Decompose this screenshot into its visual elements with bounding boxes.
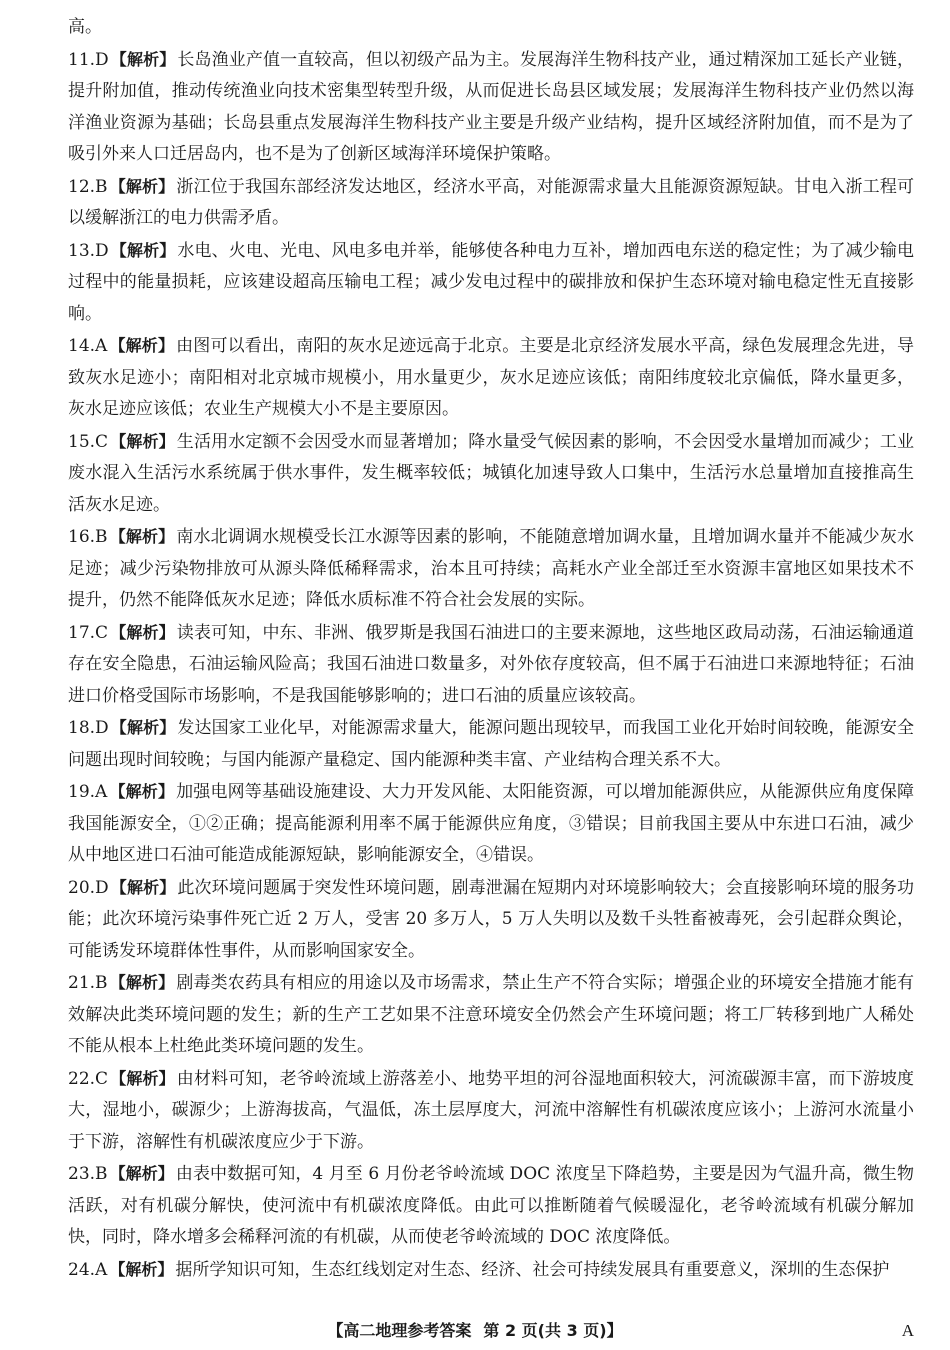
answer-explanation: 此次环境问题属于突发性环境问题，剧毒泄漏在短期内对环境影响较大；会直接影响环境的服务功能；此次环境污染事件死亡近 2 万人，受害 20 多万人，5 万人失明以及数千头牲畜被毒死，会引起群众舆论，可能诱发环境群体性事件，从而影响国家安全。 bbox=[68, 877, 914, 961]
answer-number: 11.D bbox=[68, 49, 109, 70]
answer-explanation: 浙江位于我国东部经济发达地区，经济水平高，对能源需求量大且能源资源短缺。甘电入浙工程可以缓解浙江的电力供需矛盾。 bbox=[68, 176, 914, 228]
analysis-tag: 【解析】 bbox=[110, 718, 176, 737]
answer-item bbox=[68, 1158, 914, 1254]
answer-item bbox=[68, 712, 914, 776]
analysis-tag: 【解析】 bbox=[109, 527, 175, 546]
previous-page-continuation: 高。 bbox=[68, 17, 102, 37]
analysis-tag: 【解析】 bbox=[109, 973, 175, 992]
answer-explanation: 加强电网等基础设施建设、大力开发风能、太阳能资源，可以增加能源供应，从能源供应角度保障我国能源安全，①②正确；提高能源利用率不属于能源供应角度，③错误；目前我国主要从中东进口石油，减少从中地区进口石油可能造成能源短缺，影响能源安全，④错误。 bbox=[68, 782, 914, 865]
answer-item bbox=[68, 171, 914, 235]
answer-item bbox=[68, 1254, 914, 1287]
answer-number: 18.D bbox=[68, 718, 109, 738]
answer-explanation: 长岛渔业产值一直较高，但以初级产品为主。发展海洋生物科技产业，通过精深加工延长产业链，提升附加值，推动传统渔业向技术密集型转型升级，从而促进长岛县区域发展；发展海洋生物科技产业仍然以海洋渔业资源为基础；长岛县重点发展海洋生物科技产业主要是升级产业结构，提升区域经济附加值，而不是为了吸引外来人口迁居岛内，也不是为了创新区域海洋环境保护策略。 bbox=[68, 49, 914, 164]
analysis-tag: 【解析】 bbox=[110, 877, 176, 897]
answer-number: 14.A bbox=[68, 336, 108, 356]
answer-number: 22.C bbox=[68, 1068, 109, 1089]
answer-number: 12.B bbox=[68, 176, 108, 197]
answer-number: 19.A bbox=[68, 782, 108, 802]
answer-content bbox=[68, 12, 914, 1286]
answer-number: 17.C bbox=[68, 622, 109, 643]
answer-item bbox=[68, 776, 914, 872]
answer-item bbox=[68, 967, 914, 1063]
footer-center bbox=[0, 1318, 950, 1344]
answer-number: 16.B bbox=[68, 527, 108, 547]
footer-version-label: A bbox=[901, 1321, 914, 1340]
footer-doc-title: 【高二地理参考答案 bbox=[327, 1321, 472, 1340]
analysis-tag: 【解析】 bbox=[110, 1068, 175, 1088]
answer-explanation: 生活用水定额不会因受水而显著增加；降水量受气候因素的影响，不会因受水量增加而减少；工业废水混入生活污水系统属于供水事件，发生概率较低；城镇化加速导致人口集中，生活污水总量增加直接推高生活灰水足迹。 bbox=[68, 431, 914, 515]
analysis-tag: 【解析】 bbox=[110, 622, 175, 642]
answer-explanation: 由材料可知，老爷岭流域上游落差小、地势平坦的河谷湿地面积较大，河流碳源丰富，而下游坡度大，湿地小，碳源少；上游海拔高，气温低，冻土层厚度大，河流中溶解性有机碳浓度应该小；上游河水流量小于下游，溶解性有机碳浓度应少于下游。 bbox=[68, 1068, 914, 1152]
answer-explanation: 南水北调调水规模受长江水源等因素的影响，不能随意增加调水量，且增加调水量并不能减少灰水足迹；减少污染物排放可从源头降低稀释需求，治本且可持续；高耗水产业全部迁至水资源丰富地区如果技术不提升，仍然不能降低灰水足迹；降低水质标准不符合社会发展的实际。 bbox=[68, 527, 914, 610]
answer-number: 15.C bbox=[68, 431, 109, 452]
answer-number: 13.D bbox=[68, 240, 109, 261]
analysis-tag: 【解析】 bbox=[110, 431, 175, 451]
answer-list bbox=[68, 44, 914, 1287]
analysis-tag: 【解析】 bbox=[109, 1164, 174, 1183]
answer-item bbox=[68, 235, 914, 331]
answer-item bbox=[68, 1063, 914, 1159]
page-footer bbox=[0, 1318, 950, 1344]
analysis-tag: 【解析】 bbox=[109, 336, 175, 355]
analysis-tag: 【解析】 bbox=[110, 240, 176, 260]
answer-item bbox=[68, 44, 914, 171]
analysis-tag: 【解析】 bbox=[109, 1259, 174, 1279]
answer-number: 23.B bbox=[68, 1164, 108, 1184]
answer-item bbox=[68, 872, 914, 968]
answer-explanation: 剧毒类农药具有相应的用途以及市场需求，禁止生产不符合实际；增强企业的环境安全措施才能有效解决此类环境问题的发生；新的生产工艺如果不注意环境安全仍然会产生环境问题；将工厂转移到地广人稀处不能从根本上杜绝此类环境问题的发生。 bbox=[68, 973, 914, 1056]
answer-explanation: 读表可知，中东、非洲、俄罗斯是我国石油进口的主要来源地，这些地区政局动荡，石油运输通道存在安全隐患，石油运输风险高；我国石油进口数量多，对外依存度较高，但不属于石油进口来源地特征；石油进口价格受国际市场影响，不是我国能够影响的；进口石油的质量应该较高。 bbox=[68, 622, 914, 706]
analysis-tag: 【解析】 bbox=[109, 176, 175, 196]
answer-explanation: 据所学知识可知，生态红线划定对生态、经济、社会可持续发展具有重要意义，深圳的生态保护 bbox=[175, 1259, 890, 1280]
answer-explanation: 由图可以看出，南阳的灰水足迹远高于北京。主要是北京经济发展水平高，绿色发展理念先进，导致灰水足迹小；南阳相对北京城市规模小，用水量更少，灰水足迹应该低；南阳纬度较北京偏低，降水量更多，灰水足迹应该低；农业生产规模大小不是主要原因。 bbox=[68, 336, 914, 419]
answer-item bbox=[68, 617, 914, 713]
answer-item bbox=[68, 521, 914, 617]
answer-item bbox=[68, 330, 914, 426]
answer-number: 24.A bbox=[68, 1259, 108, 1280]
analysis-tag: 【解析】 bbox=[109, 782, 175, 801]
answer-item bbox=[68, 426, 914, 522]
answer-explanation: 发达国家工业化早，对能源需求量大，能源问题出现较早，而我国工业化开始时间较晚，能源安全问题出现时间较晚；与国内能源产量稳定、国内能源种类丰富、产业结构合理关系不大。 bbox=[68, 718, 914, 770]
footer-page-info: 第 2 页(共 3 页)】 bbox=[483, 1321, 623, 1340]
answer-explanation: 水电、火电、光电、风电多电并举，能够使各种电力互补，增加西电东送的稳定性；为了减少输电过程中的能量损耗，应该建设超高压输电工程；减少发电过程中的碳排放和保护生态环境对输电稳定性无直接影响。 bbox=[68, 240, 914, 324]
answer-explanation: 由表中数据可知，4 月至 6 月份老爷岭流域 DOC 浓度呈下降趋势，主要是因为气温升高，微生物活跃，对有机碳分解快，使河流中有机碳浓度降低。由此可以推断随着气候暖湿化，老爷岭流域有机碳分解加快，同时，降水增多会稀释河流的有机碳，从而使老爷岭流域的 DOC 浓度降低。 bbox=[68, 1164, 914, 1247]
answer-number: 20.D bbox=[68, 877, 109, 898]
analysis-tag: 【解析】 bbox=[110, 49, 176, 69]
answer-number: 21.B bbox=[68, 973, 108, 993]
